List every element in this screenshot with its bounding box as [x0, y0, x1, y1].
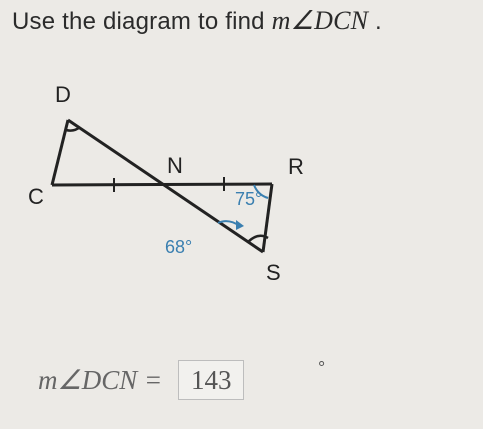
label-s: S: [266, 260, 281, 285]
question-prefix: Use the diagram to find: [12, 8, 272, 35]
angle-label-75: 75°: [235, 189, 263, 209]
geometry-diagram: [0, 60, 483, 300]
label-n: N: [167, 153, 183, 178]
degree-symbol: °: [318, 358, 326, 378]
question-angle-expression: m∠DCN: [271, 6, 369, 35]
label-d: D: [55, 82, 71, 107]
answer-row: [38, 358, 244, 402]
segment-dc: [52, 120, 68, 185]
label-c: C: [28, 184, 44, 209]
segment-rs: [263, 184, 272, 252]
label-r: R: [288, 154, 304, 179]
answer-input[interactable]: 143: [178, 360, 244, 400]
answer-expression: m∠DCN =: [38, 364, 163, 395]
question-suffix: .: [368, 8, 382, 35]
arrow-head-icon: [236, 220, 244, 230]
question-text: [12, 6, 382, 36]
angle-label-68: 68°: [165, 237, 193, 257]
angle-arc-d: [66, 127, 80, 131]
